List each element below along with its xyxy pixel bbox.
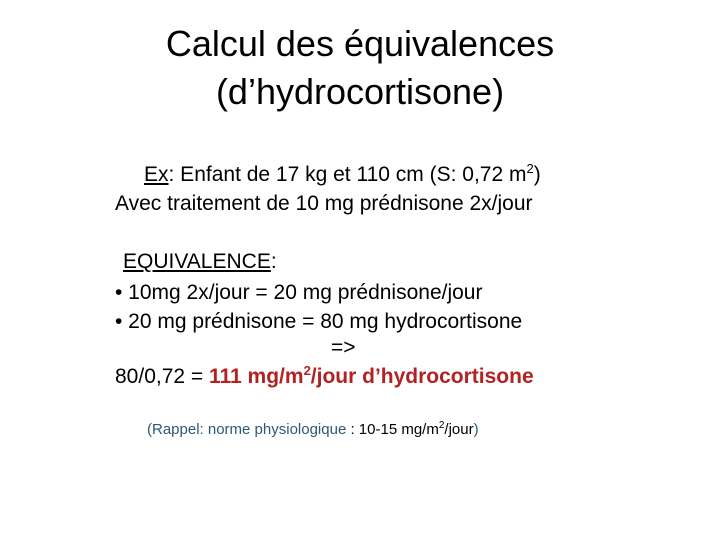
- result-suffix: /jour d’hydrocortisone: [310, 365, 534, 388]
- title-line-2: (d’hydrocortisone): [215, 71, 505, 112]
- rappel-note: [147, 420, 479, 440]
- equivalence-heading: [123, 249, 277, 275]
- equivalence-heading-colon: :: [270, 250, 277, 273]
- example-line-2: Avec traitement de 10 mg prédnisone 2x/jour: [115, 192, 533, 215]
- rappel-unit: /jour: [444, 421, 474, 438]
- rappel-colon: :: [350, 421, 359, 438]
- rappel-range: 10-15 mg/m: [358, 421, 439, 438]
- result-value: [209, 365, 534, 388]
- rappel-superscript: 2: [438, 420, 445, 431]
- example-label: Ex: [144, 163, 169, 186]
- example-line-1: [144, 162, 541, 188]
- title-line-1: Calcul des équivalences: [165, 23, 555, 64]
- rappel-close: ): [473, 421, 479, 438]
- equivalence-arrow: =>: [331, 336, 356, 359]
- rappel-open: (Rappel: norme physiologique: [147, 421, 351, 438]
- example-text: : Enfant de 17 kg et 110 cm (S: 0,72 m: [168, 163, 527, 186]
- example-superscript: 2: [526, 161, 534, 176]
- result-superscript: 2: [303, 363, 311, 378]
- equivalence-bullet-1: • 10mg 2x/jour = 20 mg prédnisone/jour: [115, 281, 483, 304]
- result-prefix: 80/0,72 =: [115, 365, 209, 388]
- slide-title: [0, 20, 720, 116]
- example-close: ): [533, 163, 541, 186]
- equivalence-result: [115, 364, 534, 390]
- equivalence-bullet-2: • 20 mg prédnisone = 80 mg hydrocortisone: [115, 310, 523, 333]
- equivalence-heading-text: EQUIVALENCE: [123, 250, 271, 273]
- result-value-text: 111 mg/m: [209, 365, 304, 388]
